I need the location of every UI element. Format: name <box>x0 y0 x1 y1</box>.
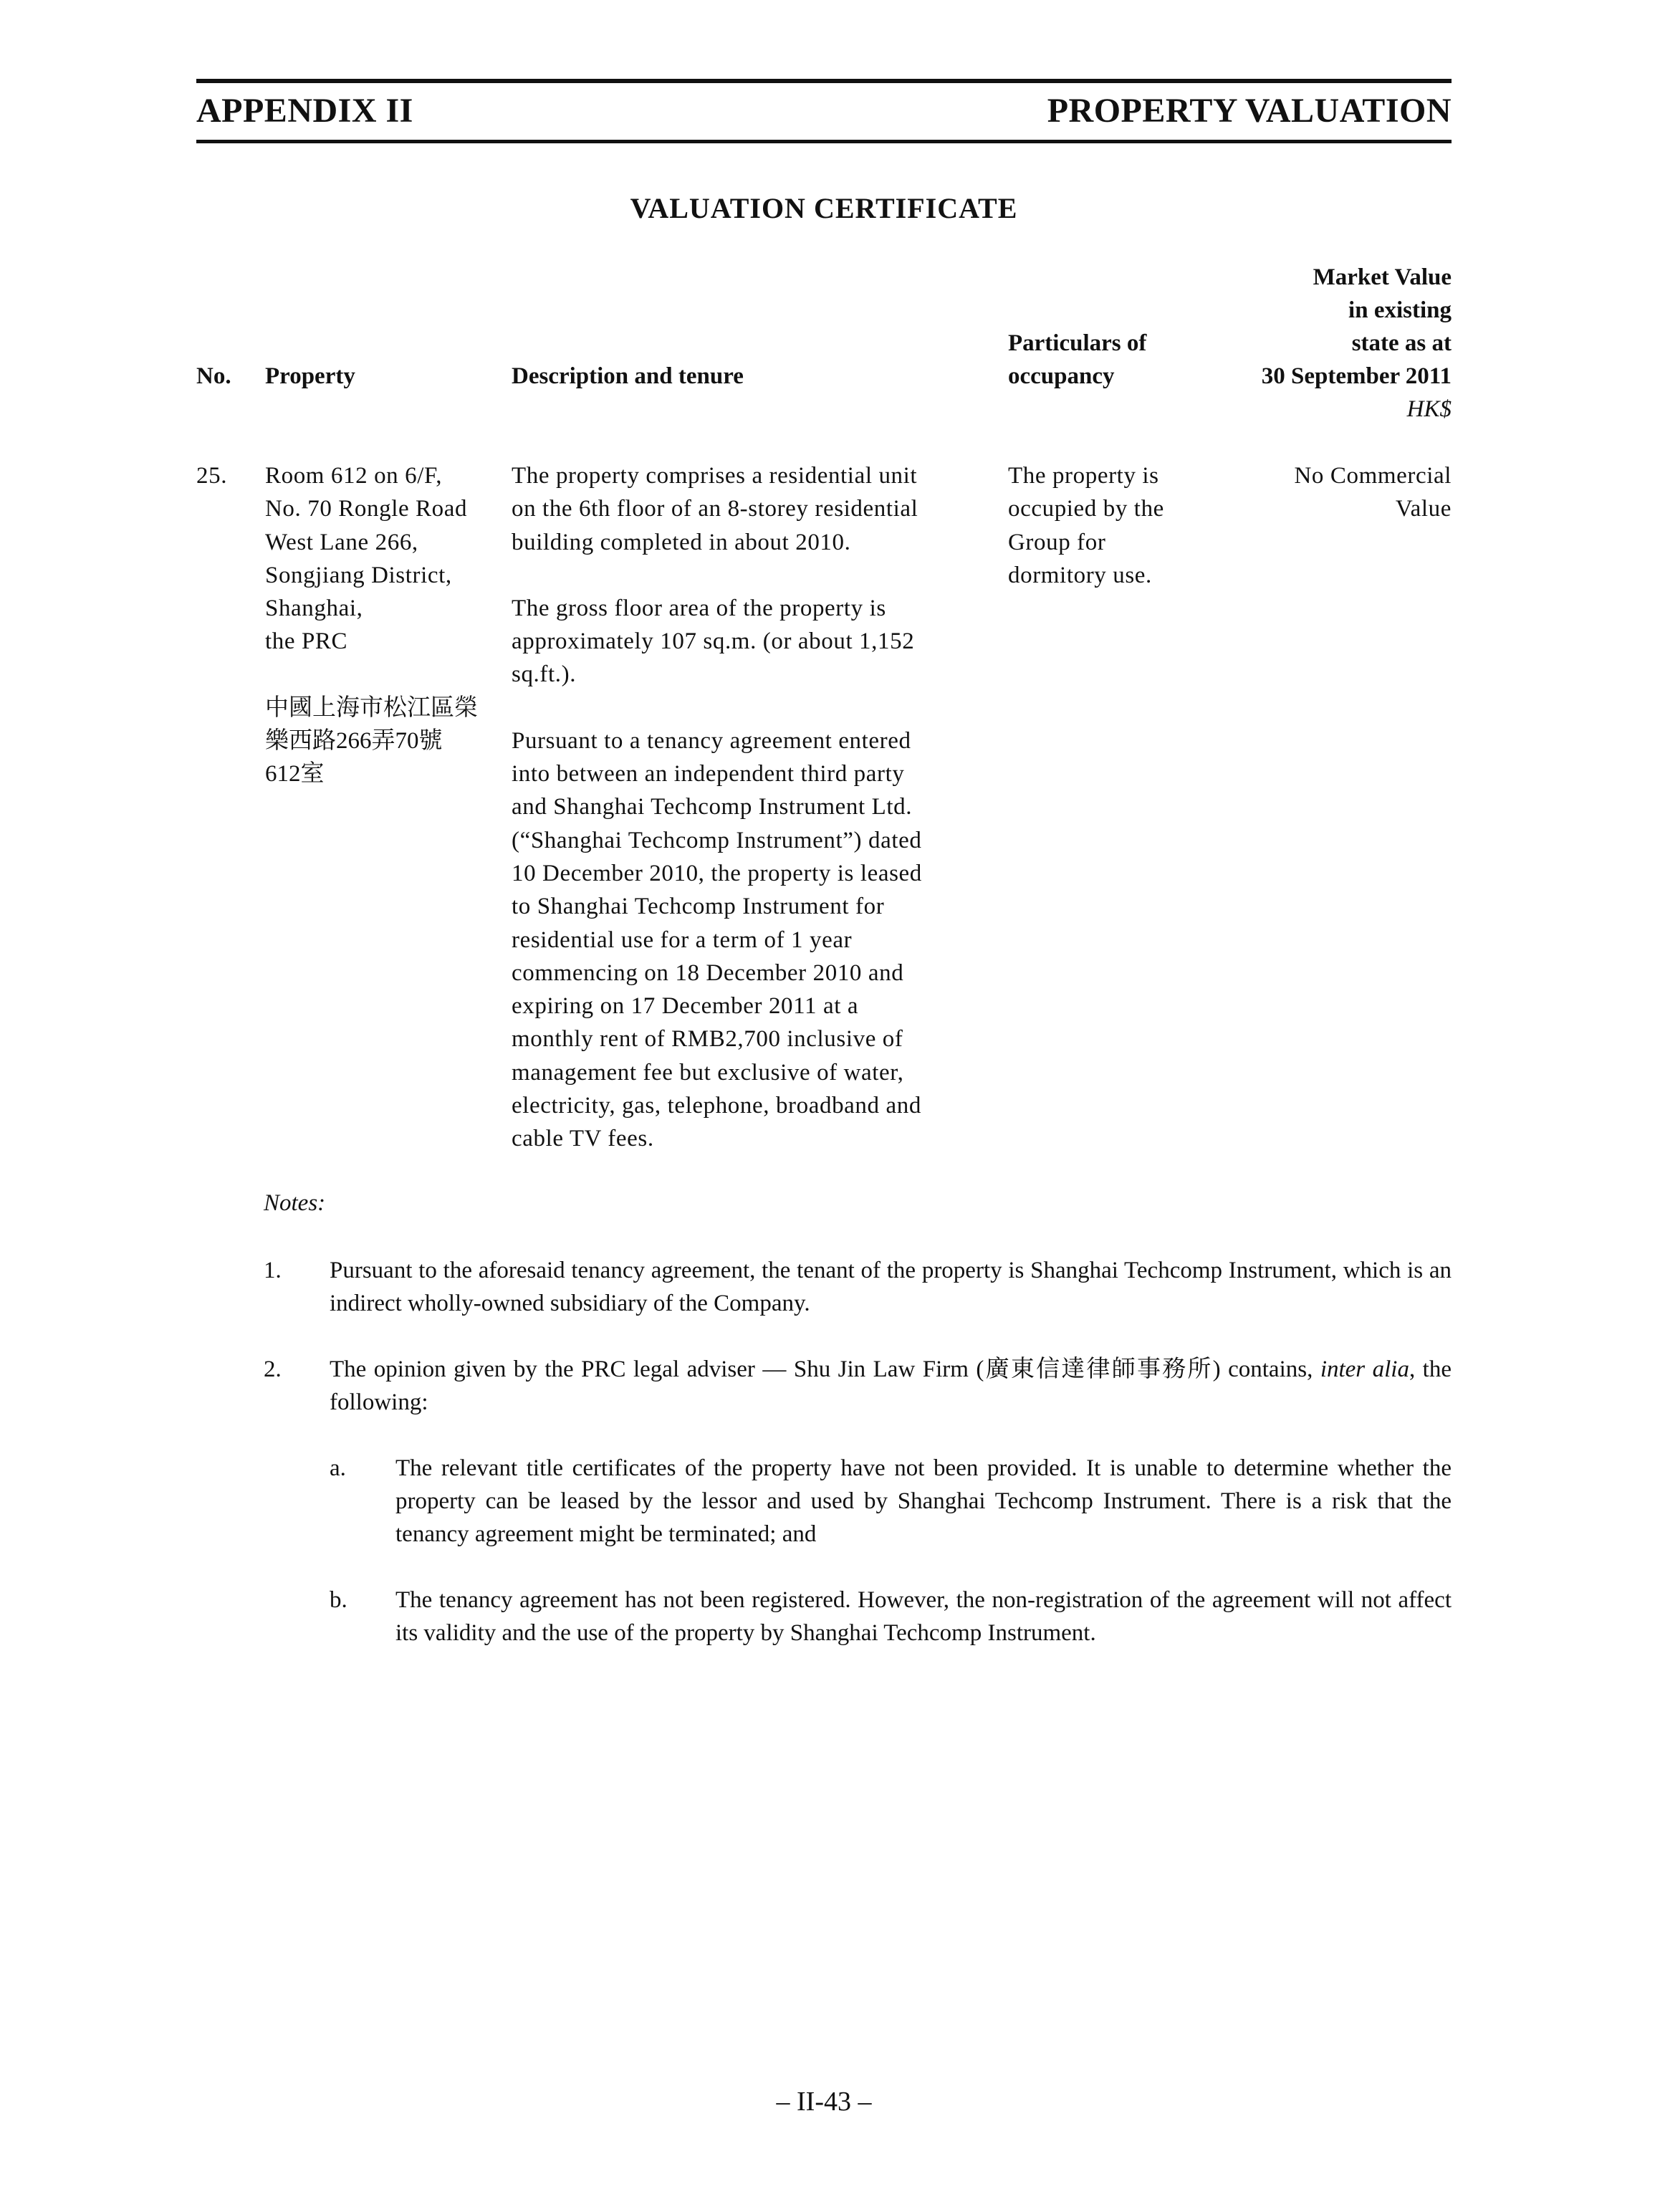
description-line: sq.ft.). <box>512 661 577 688</box>
address-chinese-line: 612室 <box>265 761 325 787</box>
address-chinese-line: 樂西路266弄70號 <box>265 728 443 755</box>
description-paragraph <box>512 724 1006 1156</box>
note-2a <box>330 1452 1452 1552</box>
market-value-header-line: Market Value <box>1313 264 1452 290</box>
market-value-header-line: 30 September 2011 <box>1261 363 1452 389</box>
occupancy-line: The property is <box>1008 463 1159 489</box>
page-number: – II-43 – <box>776 2087 872 2117</box>
section-heading: PROPERTY VALUATION <box>1047 92 1452 130</box>
address-line: Songjiang District, <box>265 562 452 588</box>
note-text-part: The opinion given by the PRC legal adviser — Shu Jin Law Firm (廣東信達律師事務所) contains, <box>330 1356 1320 1382</box>
occupancy-line: dormitory use. <box>1008 562 1152 588</box>
column-header-no: No. <box>196 363 231 389</box>
header-top-rule <box>196 79 1452 83</box>
appendix-heading: APPENDIX II <box>196 92 413 130</box>
market-value-line: Value <box>1395 496 1452 522</box>
description-line: on the 6th floor of an 8-storey residential <box>512 496 918 522</box>
description-line: approximately 107 sq.m. (or about 1,152 <box>512 628 915 655</box>
note-2b <box>330 1584 1452 1684</box>
property-address <box>265 459 509 791</box>
occupancy-header-line: Particulars of <box>1008 330 1147 356</box>
description-line: (“Shanghai Techcomp Instrument”) dated <box>512 827 922 853</box>
description-line: Pursuant to a tenancy agreement entered <box>512 727 911 754</box>
notes-label: Notes: <box>264 1190 326 1216</box>
description-line: residential use for a term of 1 year <box>512 927 853 953</box>
note-number: 2. <box>264 1356 282 1382</box>
address-line: Room 612 on 6/F, <box>265 463 443 489</box>
note-text: Pursuant to the aforesaid tenancy agreement, the tenant of the property is Shanghai Techcomp Instrument, which is an indirect wholly-owned subsidiary of the Company. <box>330 1258 1452 1316</box>
column-header-description: Description and tenure <box>512 363 744 389</box>
market-value-header-line: state as at <box>1351 330 1452 356</box>
description-line: management fee but exclusive of water, <box>512 1059 904 1086</box>
address-line: Shanghai, <box>265 595 363 622</box>
description-paragraph <box>512 459 1006 559</box>
description-line: to Shanghai Techcomp Instrument for <box>512 894 885 920</box>
description-line: building completed in about 2010. <box>512 529 851 555</box>
sub-note-letter: b. <box>330 1587 347 1613</box>
header-bottom-rule <box>196 140 1452 143</box>
document-page <box>196 0 1452 2212</box>
description-line: The gross floor area of the property is <box>512 595 886 621</box>
column-header-occupancy <box>1008 327 1146 393</box>
description-line: expiring on 17 December 2011 at a <box>512 993 859 1020</box>
address-chinese-line: 中國上海市松江區榮 <box>265 694 478 721</box>
particulars-of-occupancy <box>1008 459 1223 592</box>
certificate-title: VALUATION CERTIFICATE <box>630 192 1018 224</box>
address-line: the PRC <box>265 628 348 655</box>
description-line: electricity, gas, telephone, broadband and <box>512 1093 921 1119</box>
description-line: monthly rent of RMB2,700 inclusive of <box>512 1026 903 1053</box>
note-text <box>330 1353 1452 1419</box>
note-text-part: , the following: <box>330 1356 1452 1415</box>
market-value-line: No Commercial <box>1294 463 1452 489</box>
row-number: 25. <box>196 463 228 489</box>
sub-note-letter: a. <box>330 1455 346 1481</box>
note-number: 1. <box>264 1258 282 1283</box>
address-line: No. 70 Rongle Road <box>265 496 468 522</box>
description-line: into between an independent third party <box>512 761 905 787</box>
note-2 <box>264 1353 1452 1425</box>
description-line: and Shanghai Techcomp Instrument Ltd. <box>512 794 913 820</box>
description-line: 10 December 2010, the property is leased <box>512 860 922 886</box>
note-1 <box>264 1254 1452 1326</box>
address-line: West Lane 266, <box>265 529 418 555</box>
sub-note-text: The tenancy agreement has not been registered. However, the non-registration of the agreement will not affect its validity and the use of the property by Shanghai Techcomp Instrument. <box>395 1587 1452 1646</box>
column-header-market-value <box>1262 261 1452 426</box>
occupancy-header-line: occupancy <box>1008 363 1115 389</box>
occupancy-line: Group for <box>1008 529 1106 555</box>
description-and-tenure <box>512 459 1006 1156</box>
currency-label: HK$ <box>1406 396 1452 422</box>
sub-note-text: The relevant title certificates of the property have not been provided. It is unable to determine whether the property can be leased by the lessor and used by Shanghai Techcomp Instrument. There is a risk that the tenancy agreement might be terminated; and <box>395 1455 1452 1547</box>
market-value <box>1237 459 1452 526</box>
description-line: cable TV fees. <box>512 1126 654 1152</box>
description-paragraph <box>512 592 1006 691</box>
description-line: commencing on 18 December 2010 and <box>512 959 904 986</box>
description-line: The property comprises a residential unit <box>512 463 918 489</box>
column-header-property: Property <box>265 363 355 389</box>
note-text-italic: inter alia <box>1320 1356 1409 1382</box>
market-value-header-line: in existing <box>1348 297 1452 323</box>
occupancy-line: occupied by the <box>1008 496 1164 522</box>
